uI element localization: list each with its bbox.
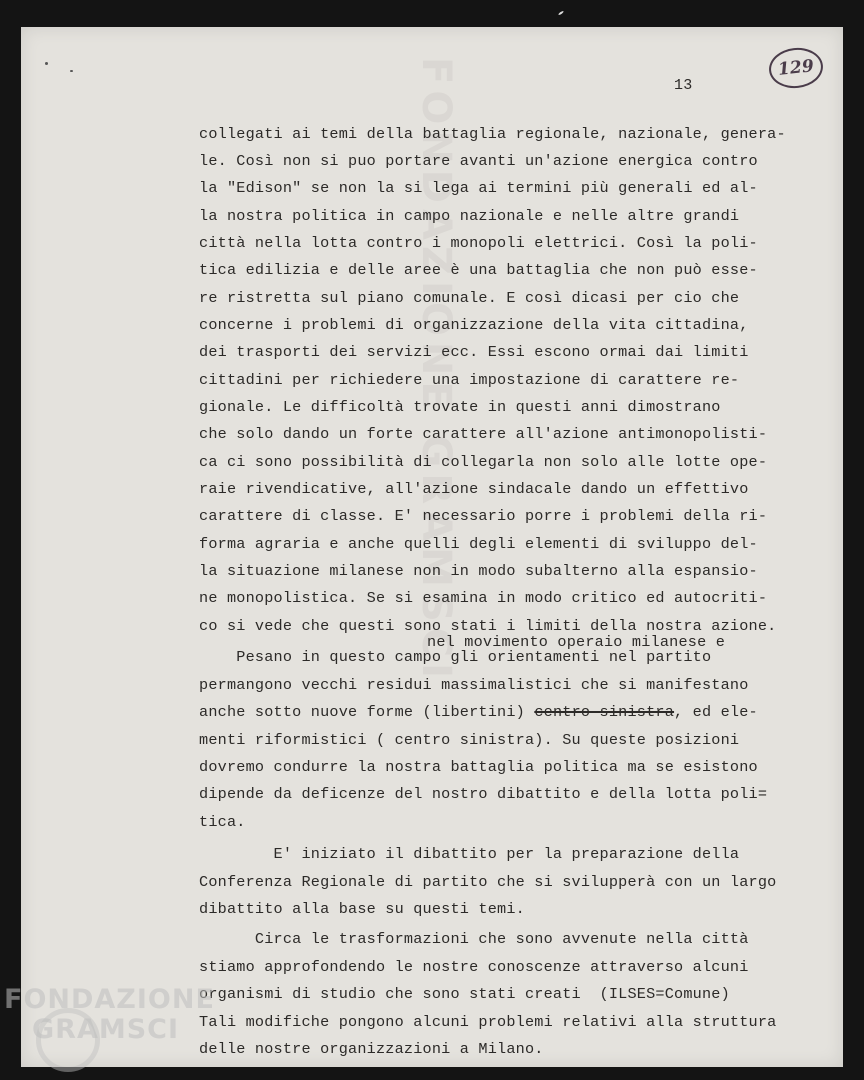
text-line: dei trasporti dei servizi ecc. Essi escono ormai dai limiti (199, 343, 749, 361)
logo-line-2: GRAMSCI (32, 1014, 180, 1045)
logo-line-1: FONDAZIONE (4, 984, 215, 1015)
text-line: stiamo approfondendo le nostre conoscenze attraverso alcuni (199, 958, 749, 976)
text-line: tica edilizia e delle aree è una battaglia che non può esse- (199, 261, 758, 279)
text-line (199, 703, 758, 721)
text-line: concerne i problemi di organizzazione della vita cittadina, (199, 316, 749, 334)
text-segment: anche sotto nuove forme (libertini) (199, 703, 525, 721)
text-line: Circa le trasformazioni che sono avvenute nella città (199, 930, 749, 948)
struck-out-text: centro sinistra (534, 703, 675, 721)
text-line: dibattito alla base su questi temi. (199, 900, 525, 918)
text-line: Tali modifiche pongono alcuni problemi relativi alla struttura (199, 1013, 777, 1031)
text-line: tica. (199, 813, 246, 831)
paper-speck (70, 70, 73, 72)
typewritten-text (21, 27, 843, 1067)
text-line: dovremo condurre la nostra battaglia politica ma se esistono (199, 758, 758, 776)
text-line: ne monopolistica. Se si esamina in modo critico ed autocriti- (199, 589, 768, 607)
text-line: permangono vecchi residui massimalistici che si manifestano (199, 676, 749, 694)
paper-speck (558, 10, 564, 15)
text-line: Conferenza Regionale di partito che si svilupperà con un largo (199, 873, 777, 891)
fondazione-gramsci-watermark-logo (4, 984, 215, 1064)
text-line: Pesano in questo campo gli orientamenti nel partito (199, 648, 712, 666)
text-line: E' iniziato il dibattito per la preparazione della (199, 845, 740, 863)
text-line: città nella lotta contro i monopoli elettrici. Così la poli- (199, 234, 758, 252)
text-line: menti riformistici ( centro sinistra). Su queste posizioni (199, 731, 740, 749)
text-line: la situazione milanese non in modo subalterno alla espansio- (199, 562, 758, 580)
text-line: re ristretta sul piano comunale. E così dicasi per cio che (199, 289, 740, 307)
text-line: cittadini per richiedere una impostazione di carattere re- (199, 371, 740, 389)
archive-number-stamp: 129 (767, 45, 825, 90)
text-line: la nostra politica in campo nazionale e nelle altre grandi (199, 207, 740, 225)
text-line: carattere di classe. E' necessario porre i problemi della ri- (199, 507, 768, 525)
interlinear-insertion: nel movimento operaio milanese e (427, 633, 726, 651)
document-page (21, 27, 843, 1067)
text-line: organismi di studio che sono stati creati (ILSES=Comune) (199, 985, 730, 1003)
text-line: che solo dando un forte carattere all'azione antimonopolisti- (199, 425, 768, 443)
text-line: gionale. Le difficoltà trovate in questi anni dimostrano (199, 398, 721, 416)
text-line: co si vede che questi sono stati i limiti della nostra azione. (199, 617, 777, 635)
text-line: la "Edison" se non la si lega ai termini più generali ed al- (199, 179, 758, 197)
text-line: raie rivendicative, all'azione sindacale dando un effettivo (199, 480, 749, 498)
text-segment: , ed ele- (674, 703, 758, 721)
text-line: le. Così non si puo portare avanti un'azione energica contro (199, 152, 758, 170)
text-line: forma agraria e anche quelli degli elementi di sviluppo del- (199, 535, 758, 553)
page-number: 13 (674, 77, 693, 94)
paper-speck (45, 62, 48, 65)
text-line: ca ci sono possibilità di collegarla non solo alle lotte ope- (199, 453, 768, 471)
text-line: collegati ai temi della battaglia regionale, nazionale, genera- (199, 125, 786, 143)
archive-stamp-watermark: FONDAZIONE GRAMSCI (413, 57, 459, 685)
text-line: dipende da deficenze del nostro dibattito e della lotta poli= (199, 785, 768, 803)
text-line: delle nostre organizzazioni a Milano. (199, 1040, 544, 1058)
